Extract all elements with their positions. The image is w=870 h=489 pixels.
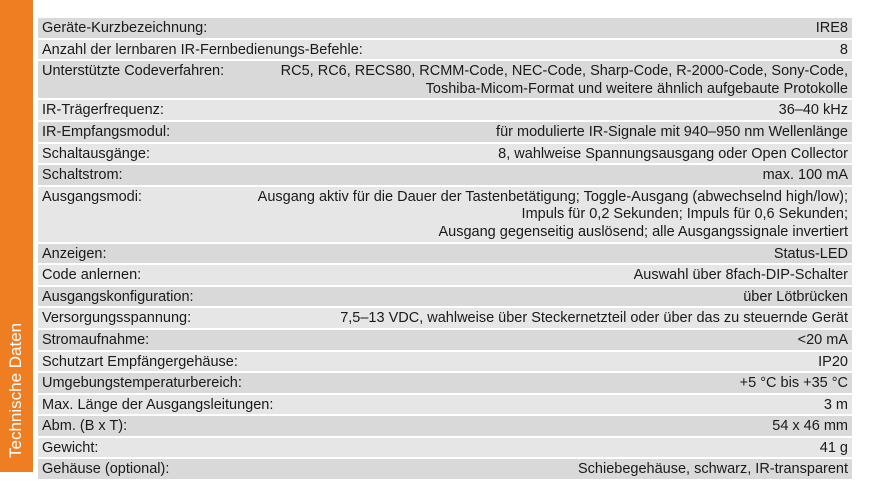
spec-label: Schaltausgänge: [42, 145, 151, 162]
spec-label: Ausgangsmodi: [42, 188, 142, 205]
spec-label: Gehäuse (optional): [42, 461, 170, 478]
spec-value: Status-LED [773, 245, 848, 262]
spec-row [38, 459, 852, 481]
spec-row [38, 18, 852, 40]
spec-row [38, 287, 852, 309]
spec-value: +5 °C bis +35 °C [739, 375, 848, 392]
spec-row [38, 416, 852, 438]
spec-value: Ausgang aktiv für die Dauer der Tastenbetätigung; Toggle-Ausgang (abwechselnd high/low); Impuls für 0,2 Sekunden; Impuls für 0,6 Sekunden; Ausgang gegenseitig auslösend; alle Ausgangssignale invertiert [257, 188, 848, 240]
spec-row [38, 187, 852, 244]
spec-label: Schutzart Empfängergehäuse: [42, 353, 238, 370]
spec-label: Geräte-Kurzbezeichnung: [42, 20, 208, 36]
spec-value: 54 x 46 mm [772, 418, 848, 435]
spec-row [38, 308, 852, 330]
spec-value: 36–40 kHz [778, 102, 848, 119]
spec-label: Ausgangskonfiguration: [42, 288, 194, 305]
sidebar-bar [0, 0, 33, 472]
spec-row [38, 438, 852, 460]
spec-label: Versorgungsspannung: [42, 310, 192, 327]
spec-label: IR-Trägerfrequenz: [42, 102, 164, 119]
spec-row [38, 61, 852, 100]
spec-value: 8 [839, 41, 848, 58]
spec-label: Unterstützte Codeverfahren: [42, 63, 225, 80]
spec-value: 8, wahlweise Spannungsausgang oder Open Collector [498, 145, 848, 162]
spec-value: Auswahl über 8fach-DIP-Schalter [633, 267, 848, 284]
spec-table [38, 18, 852, 481]
spec-row [38, 265, 852, 287]
spec-value: IP20 [818, 353, 848, 370]
spec-value: IRE8 [815, 20, 848, 36]
spec-row [38, 330, 852, 352]
spec-value: 7,5–13 VDC, wahlweise über Steckernetzteil oder über das zu steuernde Gerät [340, 310, 848, 327]
spec-label: Anzeigen: [42, 245, 107, 262]
spec-label: Schaltstrom: [42, 167, 123, 184]
spec-value: 3 m [823, 396, 848, 413]
spec-value: über Lötbrücken [743, 288, 848, 305]
spec-value: 41 g [819, 439, 848, 456]
spec-value: <20 mA [797, 331, 848, 348]
spec-label: IR-Empfangsmodul: [42, 123, 171, 140]
spec-row [38, 165, 852, 187]
spec-value: max. 100 mA [762, 167, 848, 184]
spec-label: Anzahl der lernbaren IR-Fernbedienungs-Befehle: [42, 41, 363, 58]
spec-label: Code anlernen: [42, 267, 142, 284]
spec-label: Stromaufnahme: [42, 331, 150, 348]
spec-value: RC5, RC6, RECS80, RCMM-Code, NEC-Code, Sharp-Code, R-2000-Code, Sony-Code, Toshiba-Micom-Format und weitere ähnlich aufgebaute Protokolle [280, 63, 848, 97]
spec-row [38, 395, 852, 417]
spec-value: Schiebegehäuse, schwarz, IR-transparent [577, 461, 848, 478]
spec-value: für modulierte IR-Signale mit 940–950 nm Wellenlänge [496, 123, 848, 140]
spec-row [38, 244, 852, 266]
spec-row [38, 144, 852, 166]
spec-row [38, 373, 852, 395]
spec-row [38, 352, 852, 374]
spec-label: Abm. (B x T): [42, 418, 128, 435]
spec-label: Umgebungstemperaturbereich: [42, 375, 242, 392]
spec-row [38, 122, 852, 144]
spec-label: Gewicht: [42, 439, 99, 456]
spec-row [38, 40, 852, 62]
spec-label: Max. Länge der Ausgangsleitungen: [42, 396, 274, 413]
sidebar-title: Technische Daten [6, 322, 25, 458]
spec-row [38, 100, 852, 122]
